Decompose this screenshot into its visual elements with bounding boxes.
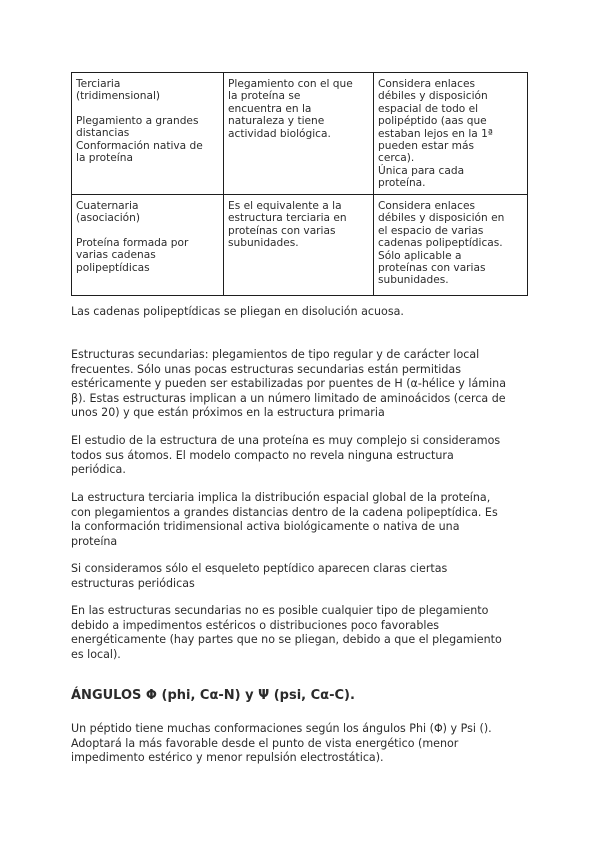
- cell-line: Sólo aplicable a: [378, 249, 462, 262]
- cell-line: estaban lejos en la 1ª: [378, 127, 493, 140]
- cell-line: pueden estar más: [378, 140, 475, 153]
- cell-line: Considera enlaces: [378, 200, 476, 212]
- cell-line: estructura terciaria en: [228, 212, 347, 225]
- table-row: [72, 73, 528, 195]
- cell-line: cadenas polipeptídicas.: [378, 237, 503, 250]
- cell-line: Plegamiento con el que: [228, 78, 353, 90]
- structure-subtitle: (tridimensional): [76, 90, 161, 103]
- cell-line: actividad biológica.: [228, 127, 331, 140]
- paragraph-disolucion: Las cadenas polipeptídicas se pliegan en disolución acuosa.: [71, 305, 404, 318]
- paragraph-plegamiento: En las estructuras secundarias no es posible cualquier tipo de plegamiento debido a impedimentos estéricos o distribuciones poco favorables energéticamente (hay partes que no se pliegan, debido a que el plegamiento es local).: [71, 604, 502, 661]
- cell-line: débiles y disposición: [378, 90, 488, 103]
- cell-line: cerca).: [378, 152, 415, 165]
- structure-name: Cuaternaria: [76, 200, 139, 212]
- paragraph-esqueleto: Si consideramos sólo el esqueleto peptídico aparecen claras ciertas estructuras periódicas: [71, 562, 448, 590]
- structure-desc-line: polipeptídicas: [76, 261, 150, 274]
- table-cell: [224, 73, 374, 195]
- cell-line: la proteína se: [228, 90, 301, 103]
- structure-desc-line: Conformación nativa de: [76, 139, 203, 152]
- protein-structure-table: [71, 72, 528, 296]
- paragraph-estructuras-secundarias: Estructuras secundarias: plegamientos de tipo regular y de carácter local frecuentes. Sólo unas pocas estructuras secundarias están permitidas estéricamente y pueden ser estabilizadas por puentes de H (α-hélice y lámina β). Estas estructuras implican a un número limitado de aminoácidos (cerca de unos 20) y que están próximos en la estructura primaria: [71, 348, 506, 419]
- structure-desc-line: Proteína formada por: [76, 236, 189, 249]
- table-cell: [224, 195, 374, 296]
- cell-line: Es el equivalente a la: [228, 200, 342, 212]
- section-heading-angulos: ÁNGULOS Φ (phi, Cα-N) y Ψ (psi, Cα-C).: [71, 688, 355, 703]
- structure-desc-line: distancias: [76, 127, 130, 140]
- structure-subtitle: (asociación): [76, 212, 140, 225]
- paragraph-estudio: El estudio de la estructura de una proteína es muy complejo si consideramos todos sus átomos. El modelo compacto no revela ninguna estructura periódica.: [71, 434, 501, 476]
- cell-line: proteínas con varias: [378, 262, 486, 275]
- structure-desc-line: varias cadenas: [76, 249, 156, 262]
- cell-line: débiles y disposición en: [378, 212, 505, 225]
- cell-line: polipéptido (aas que: [378, 115, 487, 128]
- cell-line: espacial de todo el: [378, 102, 479, 115]
- cell-line: Considera enlaces: [378, 78, 476, 90]
- cell-line: subunidades.: [378, 274, 449, 287]
- cell-line: naturaleza y tiene: [228, 115, 325, 128]
- structure-name: Terciaria: [76, 78, 121, 90]
- structure-desc-line: Plegamiento a grandes: [76, 114, 199, 127]
- table-cell: [374, 73, 528, 195]
- cell-line: proteínas con varias: [228, 224, 336, 237]
- table-cell: [374, 195, 528, 296]
- cell-line: Única para cada: [378, 164, 465, 177]
- table-cell: [72, 73, 224, 195]
- table-cell: [72, 195, 224, 296]
- paragraph-peptido: Un péptido tiene muchas conformaciones según los ángulos Phi (Φ) y Psi (). Adoptará la más favorable desde el punto de vista energético (menor impedimento estérico y menor repulsión electrostática).: [71, 722, 492, 764]
- cell-line: el espacio de varias: [378, 224, 484, 237]
- cell-line: encuentra en la: [228, 102, 312, 115]
- cell-line: proteína.: [378, 177, 426, 190]
- cell-line: subunidades.: [228, 237, 299, 250]
- paragraph-terciaria: La estructura terciaria implica la distribución espacial global de la proteína, con plegamientos a grandes distancias dentro de la cadena polipeptídica. Es la conformación tridimensional activa biológicamente o nativa de una proteína: [71, 491, 498, 548]
- structure-desc-line: la proteína: [76, 152, 133, 165]
- table-row: [72, 195, 528, 296]
